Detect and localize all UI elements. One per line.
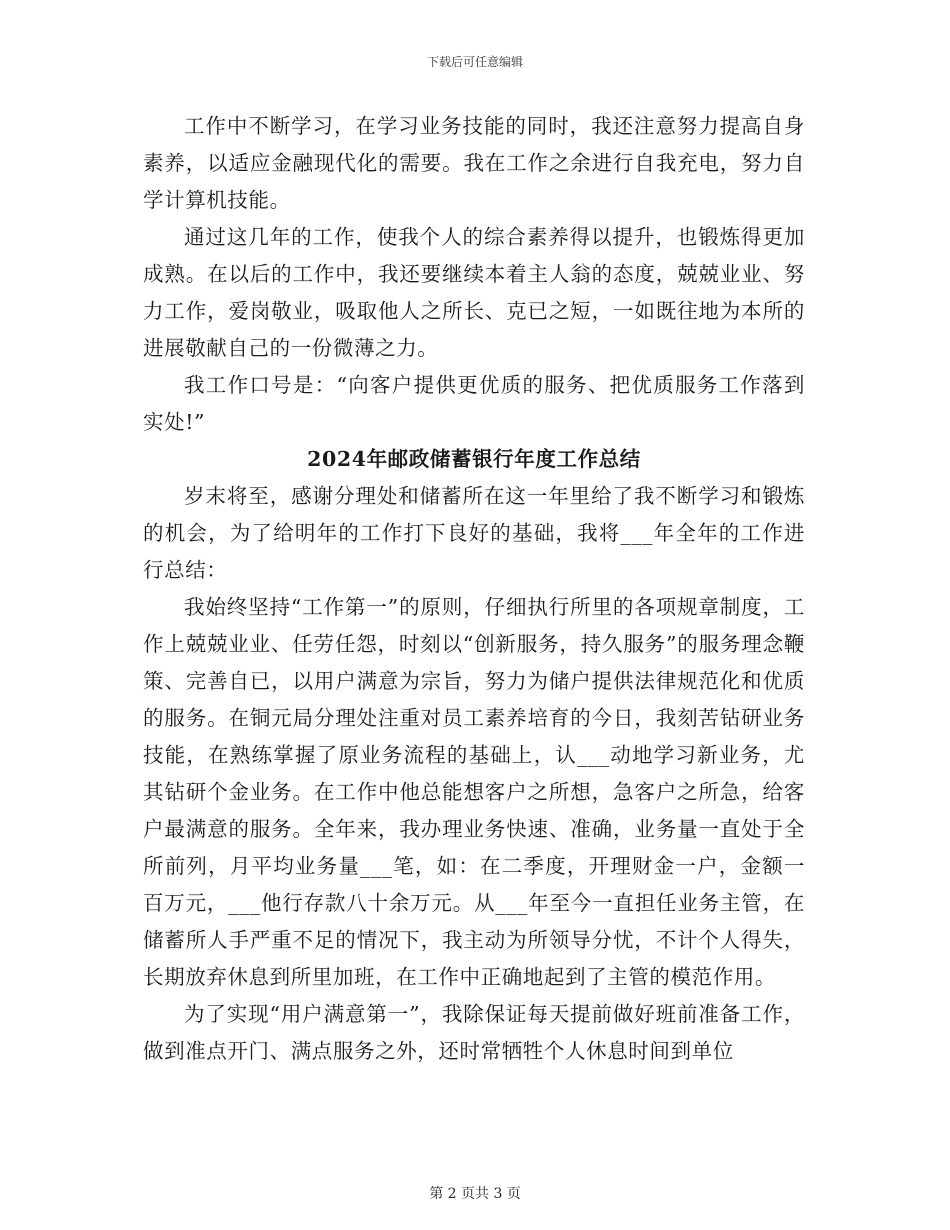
paragraph-1: 工作中不断学习，在学习业务技能的同时，我还注意努力提高自身素养，以适应金融现代化的需要。我在工作之余进行自我充电，努力自学计算机技能。 [143,114,805,212]
document-body [143,108,805,1070]
page-number-footer: 第 2 页共 3 页 [429,1186,521,1202]
paragraph-5: 我始终坚持“工作第一”的原则，仔细执行所里的各项规章制度，工作上兢兢业业、任劳任怨，时刻以“创新服务，持久服务”的服务理念鞭策、完善自已，以用户满意为宗旨，努力为储户提供法律规范化和优质的服务。在铜元局分理处注重对员工素养培育的今日，我刻苦钻研业务技能，在熟练掌握了原业务流程的基础上，认___动地学习新业务，尤其钻研个金业务。在工作中他总能想客户之所想，急客户之所急，给客户最满意的服务。全年来，我办理业务快速、准确，业务量一直处于全所前列，月平均业务量___笔，如：在二季度，开理财金一户，金额一百万元，___他行存款八十余万元。从___年至今一直担任业务主管，在储蓄所人手严重不足的情况下，我主动为所领导分忧，不计个人得失，长期放弃休息到所里加班，在工作中正确地起到了主管的模范作用。 [143,595,805,989]
section-title: 2024年邮政储蓄银行年度工作总结 [307,447,641,471]
paragraph-6: 为了实现“用户满意第一”，我除保证每天提前做好班前准备工作，做到准点开门、满点服务之外，还时常牺牲个人休息时间到单位 [143,1002,805,1063]
page-header-note: 下载后可任意编辑 [426,55,523,69]
paragraph-3: 我工作口号是：“向客户提供更优质的服务、把优质服务工作落到实处!” [143,373,805,434]
paragraph-2: 通过这几年的工作，使我个人的综合素养得以提升，也锻炼得更加成熟。在以后的工作中，我还要继续本着主人翁的态度，兢兢业业、努力工作，爱岗敬业，吸取他人之所长、克已之短，一如既往地为本所的进展敬献自己的一份微薄之力。 [143,225,805,360]
paragraph-4: 岁末将至，感谢分理处和储蓄所在这一年里给了我不断学习和锻炼的机会，为了给明年的工作打下良好的基础，我将___年全年的工作进行总结： [143,484,805,582]
